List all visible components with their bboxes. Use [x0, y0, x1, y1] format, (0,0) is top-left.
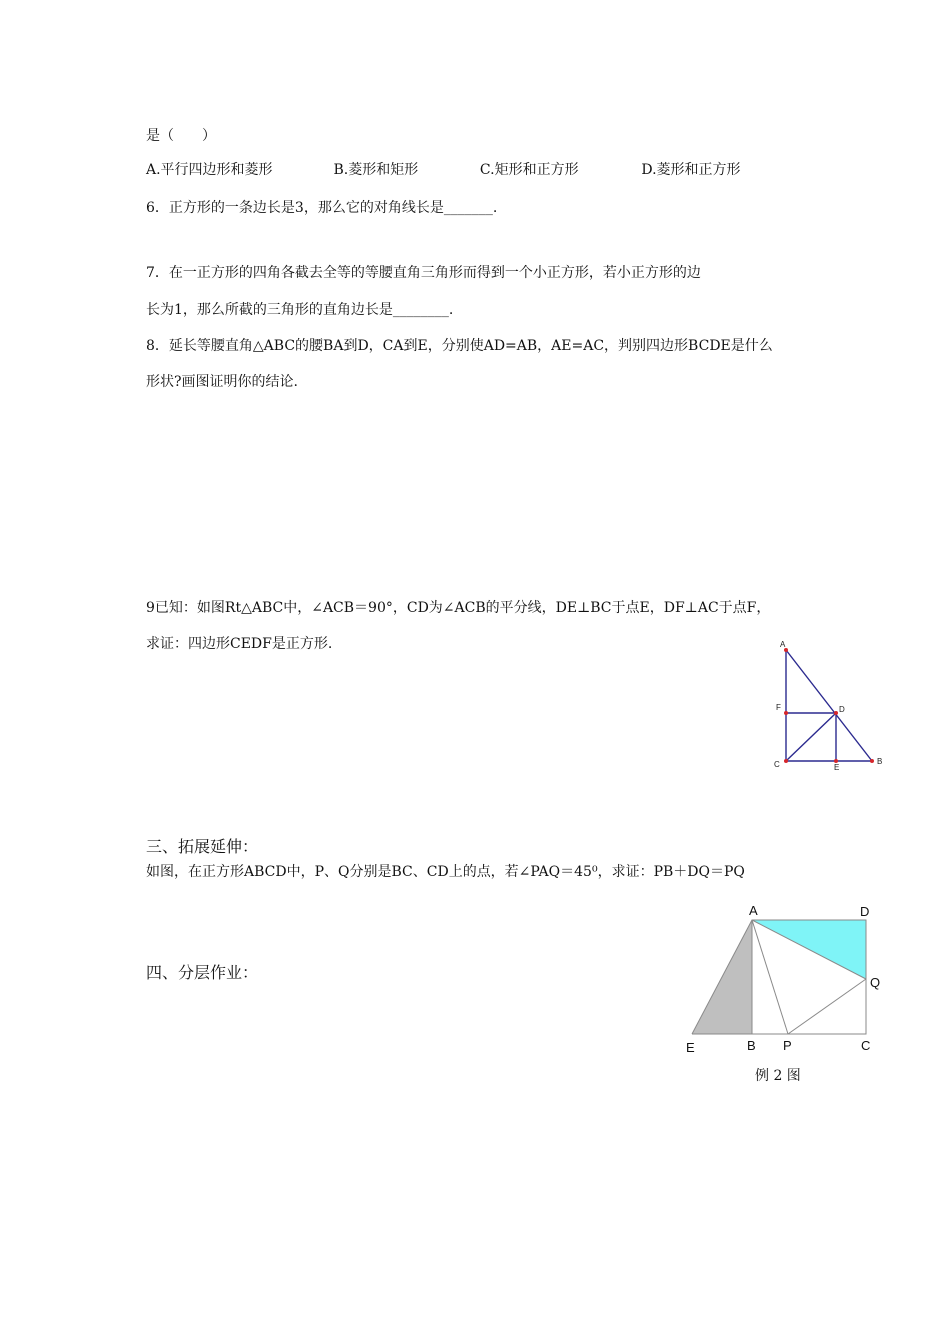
figure-1-triangle — [760, 630, 900, 780]
fig1-point-b — [870, 759, 874, 763]
section-3-title: 三、拓展延伸： — [146, 837, 259, 856]
fig2-segment-pq — [788, 979, 866, 1034]
fig1-label-b: B — [877, 757, 883, 766]
fig1-label-f: F — [776, 703, 781, 712]
fig1-label-a: A — [780, 640, 786, 649]
fig1-label-d: D — [839, 705, 845, 714]
figure-2-caption: 例 2 图 — [755, 1068, 801, 1084]
fig2-segment-ap — [752, 920, 788, 1034]
question-9-line-2: 求证：四边形CEDF是正方形. — [146, 636, 333, 652]
fig1-point-f — [784, 711, 788, 715]
fig1-side-ab — [786, 650, 872, 761]
fig2-label-b: B — [747, 1038, 756, 1053]
q5-tail: 是（ ） — [146, 128, 216, 144]
q5-option-c: C.矩形和正方形 — [479, 162, 579, 178]
question-8-line-1: 8．延长等腰直角△ABC的腰BA到D，CA到E，分别使AD=AB，AE=AC，判别四边形BCDE是什么 — [146, 338, 773, 354]
q5-option-d: D.菱形和正方形 — [641, 162, 741, 178]
fig2-label-a: A — [749, 903, 758, 918]
figure-2-square — [670, 895, 895, 1060]
fig1-point-c — [784, 759, 788, 763]
question-7-line-2: 长为1，那么所截的三角形的直角边长是________. — [146, 302, 454, 318]
fig2-label-q: Q — [870, 975, 881, 990]
fig2-label-e: E — [686, 1040, 695, 1055]
fig2-label-p: P — [783, 1038, 792, 1053]
fig1-label-e: E — [834, 763, 840, 772]
question-7-line-1: 7．在一正方形的四角各截去全等的等腰直角三角形而得到一个小正方形，若小正方形的边 — [146, 265, 701, 281]
question-9-line-1: 9已知：如图Rt△ABC中，∠ACB＝90°，CD为∠ACB的平分线，DE⊥BC于点E，DF⊥AC于点F， — [146, 600, 771, 616]
q5-option-b: B.菱形和矩形 — [333, 162, 419, 178]
fig1-label-c: C — [774, 760, 780, 769]
section-3-text: 如图，在正方形ABCD中，P、Q分别是BC、CD上的点，若∠PAQ＝45⁰，求证：PB＋DQ＝PQ — [146, 864, 745, 880]
q5-option-a: A.平行四边形和菱形 — [146, 162, 273, 178]
fig1-segment-cd — [786, 713, 836, 761]
fig2-label-c: C — [861, 1038, 871, 1053]
section-4-title: 四、分层作业： — [146, 963, 259, 982]
question-6: 6．正方形的一条边长是3，那么它的对角线长是_______. — [146, 200, 498, 216]
fig2-label-d: D — [860, 904, 870, 919]
question-8-line-2: 形状?画图证明你的结论. — [146, 374, 298, 390]
q5-options — [146, 160, 741, 180]
fig1-point-d — [834, 711, 838, 715]
